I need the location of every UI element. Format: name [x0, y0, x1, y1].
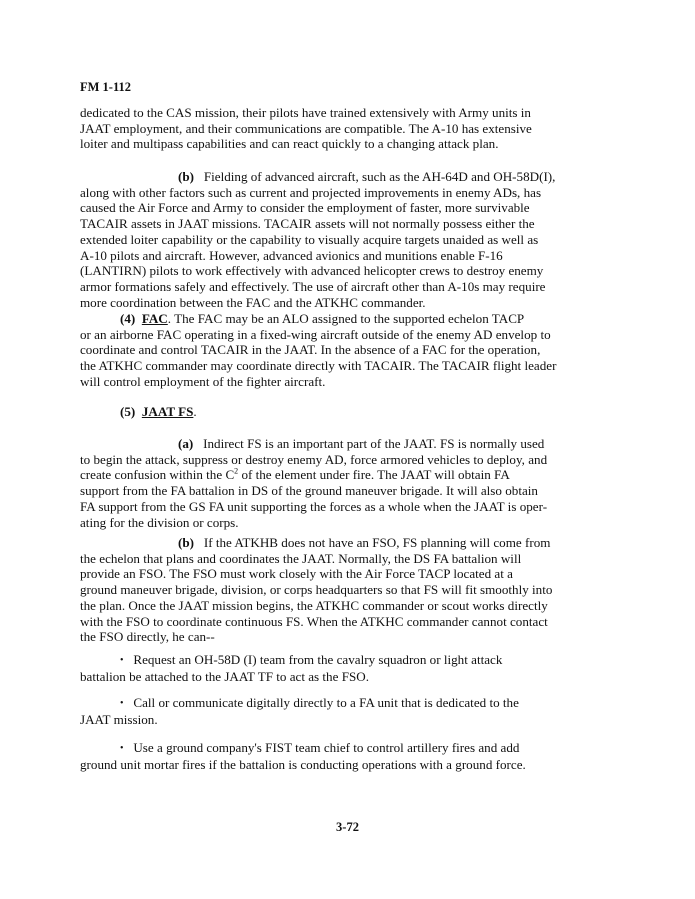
text-line: ating for the division or corps. — [80, 514, 239, 530]
bullet-item — [80, 695, 625, 727]
text-line: (LANTIRN) pilots to work effectively with advanced helicopter crews to destroy enemy — [80, 263, 544, 279]
text-line — [80, 467, 625, 483]
text-line: will control employment of the fighter aircraft. — [80, 373, 326, 389]
bullet-item — [80, 740, 625, 772]
text-line: coordinate and control TACAIR in the JAAT. In the absence of a FAC for the operation, — [80, 342, 541, 358]
paragraph-first-line: . The FAC may be an ALO assigned to the supported echelon TACP — [167, 311, 525, 326]
paragraph-first-line: Fielding of advanced aircraft, such as the AH-64D and OH-58D(I), — [203, 169, 556, 184]
bullet-first-line: Request an OH-58D (I) team from the cavalry squadron or light attack — [133, 652, 503, 667]
text-line: TACAIR assets in JAAT missions. TACAIR assets will not normally possess either the — [80, 216, 535, 232]
text-line: ground maneuver brigade, division, or corps headquarters so that FS will fit smoothly into — [80, 582, 553, 598]
text-line: with the FSO to coordinate continuous FS. When the ATKHC commander cannot contact — [80, 613, 548, 629]
text-line: caused the Air Force and Army to consider the employment of faster, more survivable — [80, 200, 530, 216]
paragraph-label: (b) — [178, 169, 195, 184]
paragraph-number: (5) — [120, 404, 136, 419]
superscript: 2 — [234, 467, 239, 477]
text-line: or an airborne FAC operating in a fixed-wing aircraft outside of the enemy AD envelop to — [80, 326, 551, 342]
text-line: dedicated to the CAS mission, their pilots have trained extensively with Army units in — [80, 105, 531, 120]
paragraph-label: (b) — [178, 535, 195, 550]
paragraph-first-line: Indirect FS is an important part of the JAAT. FS is normally used — [203, 436, 545, 451]
text-fragment: create confusion within the C — [80, 467, 235, 483]
text-line: the plan. Once the JAAT mission begins, the ATKHC commander or scout works directly — [80, 597, 548, 613]
text-line: the echelon that plans and coordinates the JAAT. Normally, the DS FA battalion will — [80, 550, 522, 566]
text-line — [80, 436, 625, 452]
paragraph-first-line: If the ATKHB does not have an FSO, FS planning will come from — [203, 535, 551, 550]
bullet-item — [80, 652, 625, 684]
paragraph-b-fso — [80, 535, 625, 645]
text-line — [80, 404, 625, 420]
text-line: extended loiter capability or the capability to visually acquire targets unaided as well as — [80, 231, 539, 247]
text-line: provide an FSO. The FSO must work closely with the Air Force TACP located at a — [80, 566, 513, 582]
text-line — [80, 695, 625, 712]
bullet-first-line: Call or communicate digitally directly to a FA unit that is dedicated to the — [133, 695, 519, 710]
text-line: the FSO directly, he can-- — [80, 629, 215, 645]
bullet-first-line: Use a ground company's FIST team chief to control artillery fires and add — [133, 740, 520, 755]
bullet-icon: • — [120, 743, 124, 754]
text-fragment: of the element under fire. The JAAT will obtain FA — [238, 467, 510, 483]
text-line: loiter and multipass capabilities and can react quickly to a changing attack plan. — [80, 136, 499, 152]
document-id-header: FM 1-112 — [80, 80, 132, 94]
paragraph-a-indirect-fs — [80, 436, 625, 530]
paragraph-continuation — [80, 105, 625, 152]
text-line — [80, 652, 625, 669]
text-line: support from the FA battalion in DS of the ground maneuver brigade. It will also obtain — [80, 483, 538, 499]
text-line: JAAT mission. — [80, 711, 158, 727]
page-number: 3-72 — [336, 820, 359, 834]
paragraph-5-heading — [80, 404, 625, 420]
text-line — [80, 311, 625, 327]
bullet-icon: • — [120, 655, 124, 666]
text-line: more coordination between the FAC and the ATKHC commander. — [80, 294, 426, 310]
paragraph-b-fielding — [80, 169, 625, 310]
paragraph-title: JAAT FS — [141, 404, 194, 419]
text-line: to begin the attack, suppress or destroy enemy AD, force armored vehicles to deploy, and — [80, 451, 548, 467]
text-line: armor formations safely and effectively. The use of aircraft other than A-10s may require — [80, 278, 546, 294]
text-line — [80, 535, 625, 551]
title-period: . — [193, 404, 197, 419]
text-line: the ATKHC commander may coordinate directly with TACAIR. The TACAIR flight leader — [80, 358, 557, 374]
text-line — [80, 169, 625, 185]
text-line: JAAT employment, and their communications are compatible. The A-10 has extensive — [80, 120, 532, 136]
text-line: along with other factors such as current and projected improvements in enemy ADs, has — [80, 184, 542, 200]
text-line: FA support from the GS FA unit supporting the forces as a whole when the JAAT is oper- — [80, 498, 548, 514]
paragraph-title: FAC — [141, 311, 168, 326]
paragraph-label: (a) — [178, 436, 194, 451]
bullet-icon: • — [120, 698, 124, 709]
text-line: ground unit mortar fires if the battalion is conducting operations with a ground force. — [80, 756, 526, 772]
paragraph-4-fac — [80, 311, 625, 390]
text-line — [80, 740, 625, 757]
text-line: A-10 pilots and aircraft. However, advanced avionics and munitions enable F-16 — [80, 247, 503, 263]
text-line: battalion be attached to the JAAT TF to act as the FSO. — [80, 668, 369, 684]
paragraph-number: (4) — [120, 311, 136, 326]
